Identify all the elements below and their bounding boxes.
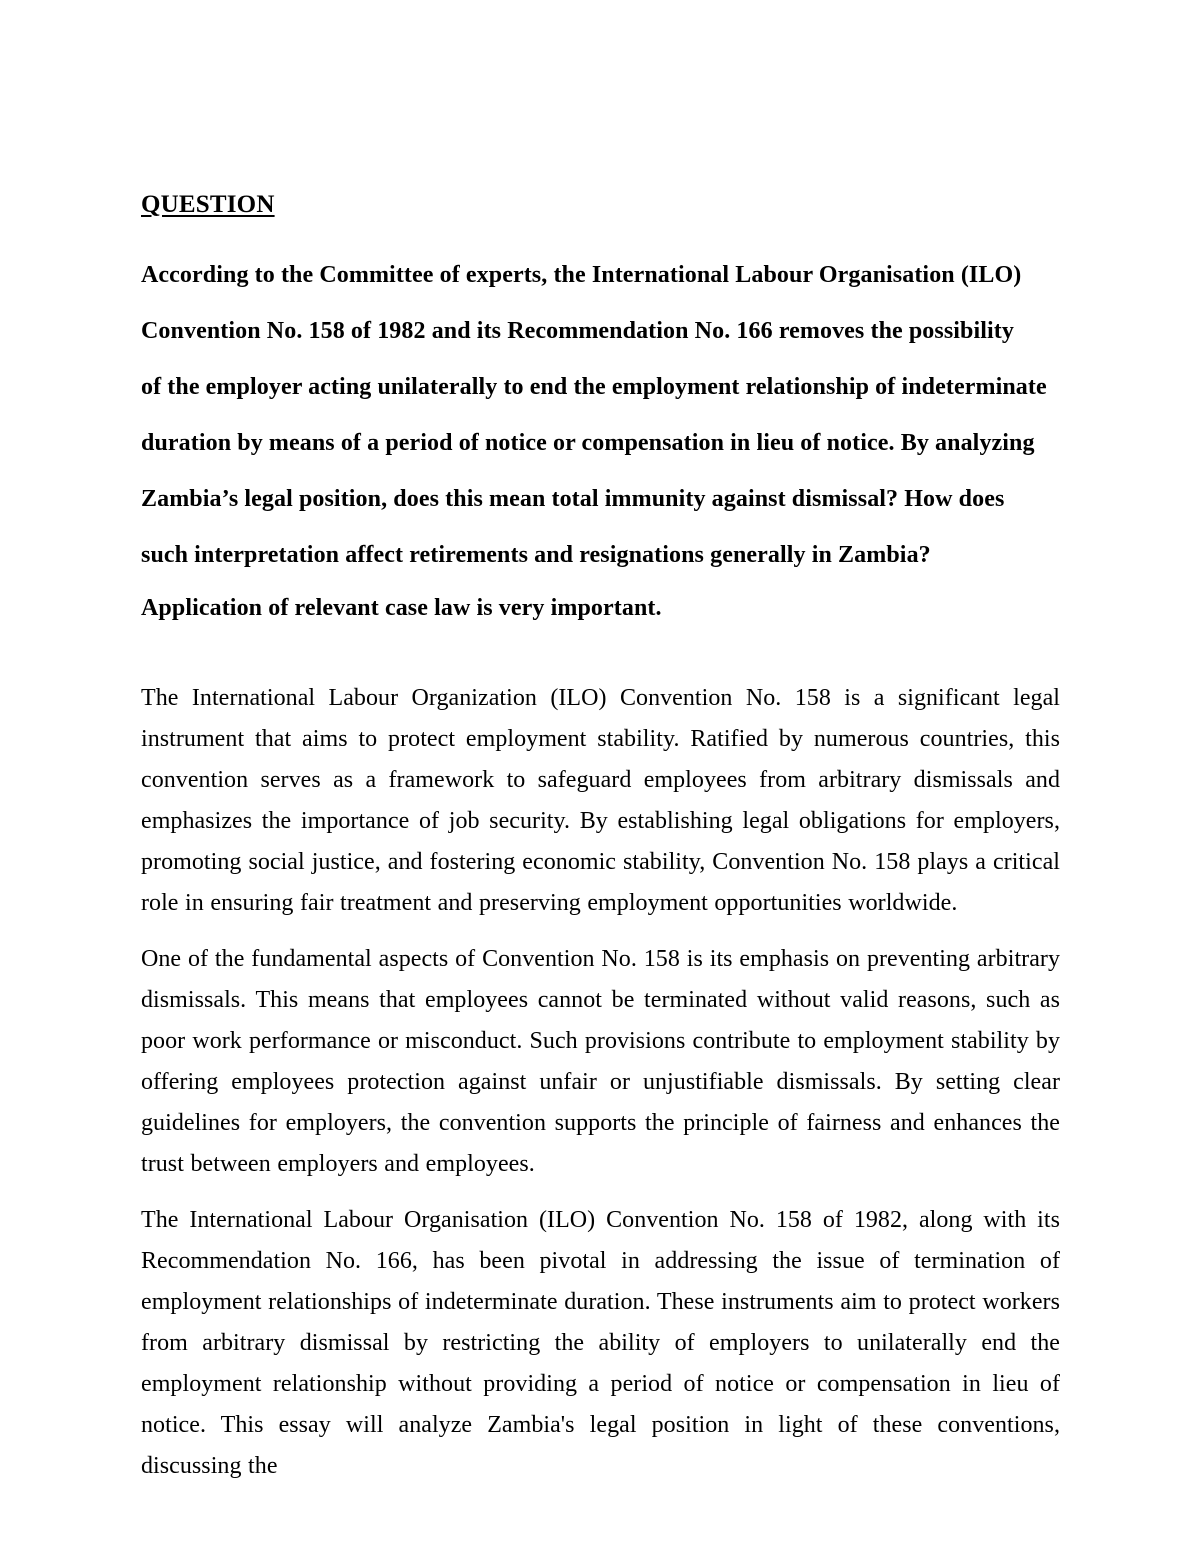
body-paragraph: The International Labour Organisation (ILO) Convention No. 158 of 1982, along with its Recommendation No. 166, has been pivotal in addressing the issue of termination of employment relationships of indeterminate duration. These instruments aim to protect workers from arbitrary dismissal by restricting the ability of employers to unilaterally end the employment relationship without providing a period of notice or compensation in lieu of notice. This essay will analyze Zambia's legal position in light of these conventions, discussing the: [141, 1207, 1060, 1479]
question-line: such interpretation affect retirements and resignations generally in Zambia?: [141, 542, 931, 568]
page-title-text: QUESTION: [141, 191, 275, 218]
question-line: According to the Committee of experts, the International Labour Organisation (ILO): [141, 262, 1022, 288]
question-line: Convention No. 158 of 1982 and its Recommendation No. 166 removes the possibility: [141, 318, 1015, 344]
body-paragraph: One of the fundamental aspects of Convention No. 158 is its emphasis on preventing arbitrary dismissals. This means that employees cannot be terminated without valid reasons, such as poor work performance or misconduct. Such provisions contribute to employment stability by offering employees protection against unfair or unjustifiable dismissals. By setting clear guidelines for employers, the convention supports the principle of fairness and enhances the trust between employers and employees.: [141, 946, 1060, 1177]
question-line: Zambia’s legal position, does this mean total immunity against dismissal? How does: [141, 486, 1005, 512]
question-line: of the employer acting unilaterally to end the employment relationship of indeterminate: [141, 374, 1047, 400]
question-line: duration by means of a period of notice or compensation in lieu of notice. By analyzing: [141, 430, 1035, 456]
page-title: [141, 190, 1060, 220]
body-paragraph: The International Labour Organization (ILO) Convention No. 158 is a significant legal instrument that aims to protect employment stability. Ratified by numerous countries, this convention serves as a framework to safeguard employees from arbitrary dismissals and emphasizes the importance of job security. By establishing legal obligations for employers, promoting social justice, and fostering economic stability, Convention No. 158 plays a critical role in ensuring fair treatment and preserving employment opportunities worldwide.: [141, 685, 1060, 916]
document-content: [141, 190, 1060, 1487]
question-block: [141, 247, 1060, 635]
question-line: Application of relevant case law is very important.: [141, 595, 662, 621]
